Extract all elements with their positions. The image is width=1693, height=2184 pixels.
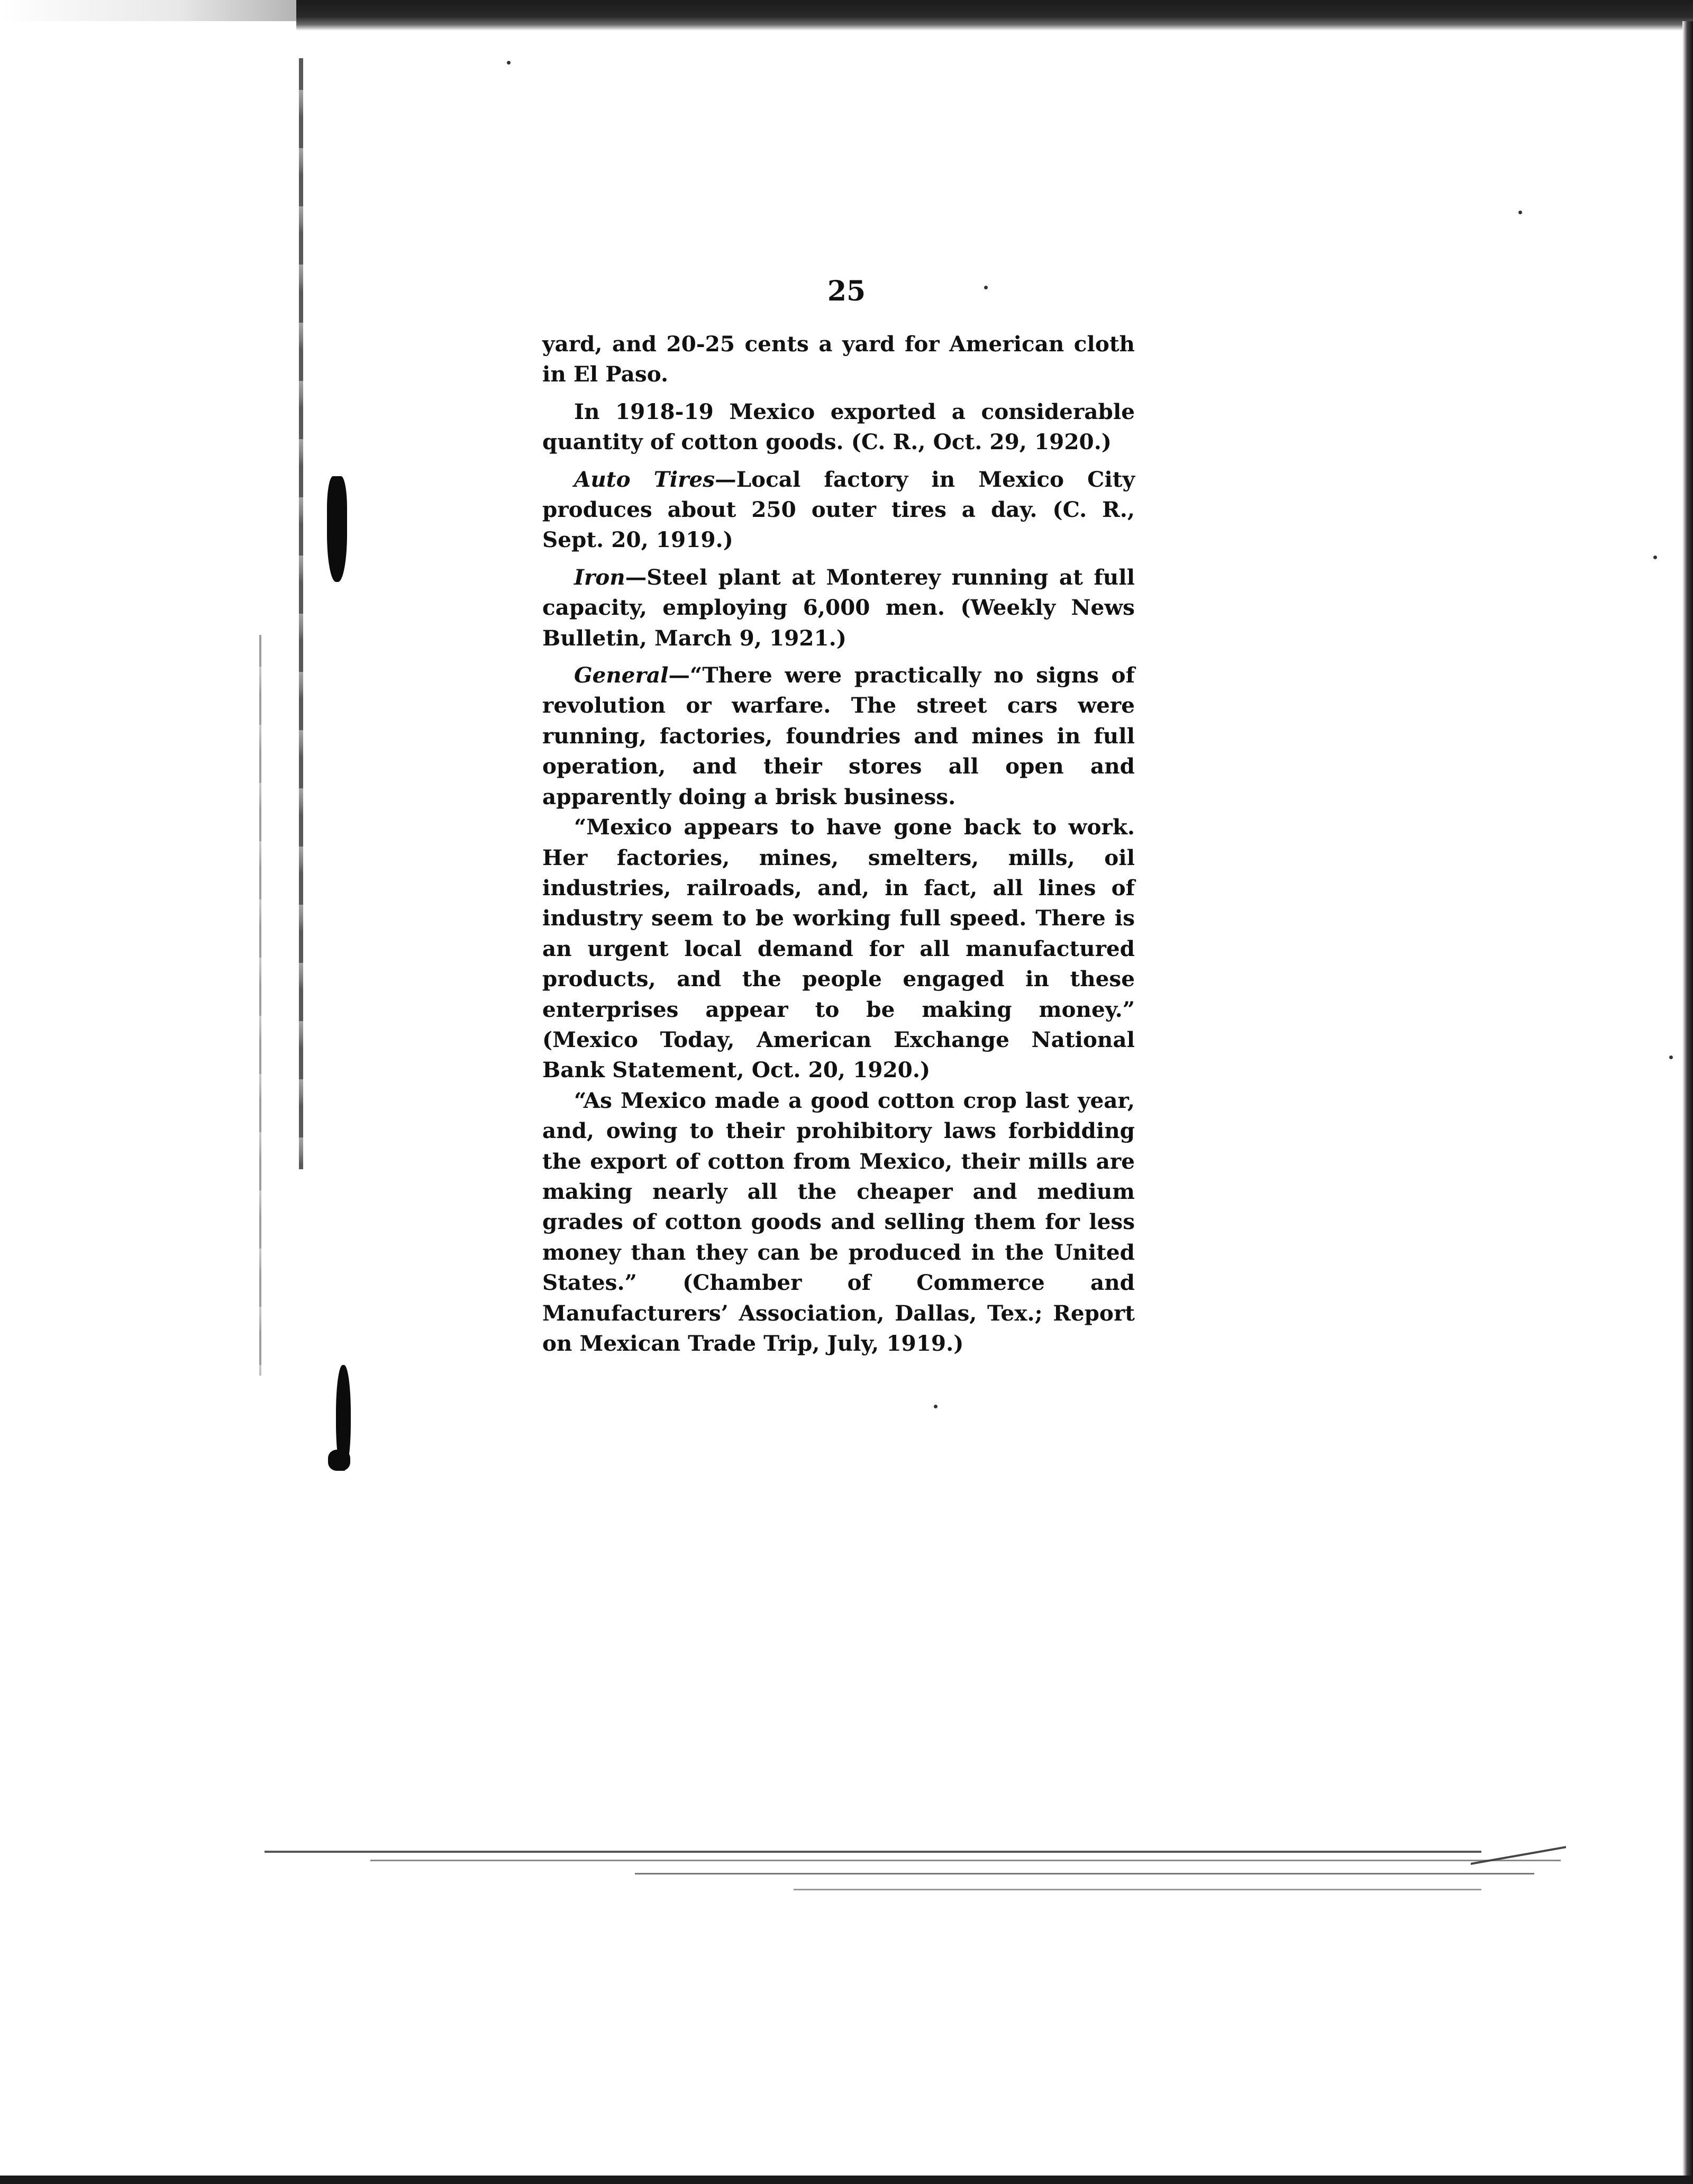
ink-blot [328, 1450, 350, 1471]
page-number: 25 [827, 275, 866, 307]
paragraph-lead: Iron [574, 564, 625, 590]
scan-streak [794, 1889, 1481, 1890]
paragraph: Auto Tires—Local factory in Mexico City produces about 250 outer tires a day. (C. R., Sept. 20, 1919.) [542, 466, 1135, 553]
speck [1669, 1055, 1673, 1059]
scan-streak [635, 1873, 1534, 1874]
paragraph: yard, and 20-25 cents a yard for American cloth in El Paso. [542, 331, 1135, 387]
scan-edge-top [296, 0, 1693, 31]
speck [1518, 211, 1522, 214]
paragraph: In 1918-19 Mexico exported a considerable quantity of cotton goods. (C. R., Oct. 29, 1920.) [542, 398, 1135, 455]
scan-edge-top-left [0, 0, 296, 21]
paragraph: General—“There were practically no signs of revolution or warfare. The street cars were running, factories, foundries and mines in full operation, and their stores all open and apparently doing a brisk business. [542, 662, 1135, 809]
speck [1653, 556, 1657, 559]
paragraph: “Mexico appears to have gone back to work. Her factories, mines, smelters, mills, oil industries, railroads, and, in fact, all lines of industry seem to be working full speed. There is an urgent local demand for all manufactured products, and the people engaged in these enterprises appear to be making money.” (Mexico Today, American Exchange National Bank Statement, Oct. 20, 1920.) [542, 814, 1135, 1083]
scan-streak [1471, 1846, 1566, 1897]
speck [507, 61, 511, 65]
ink-blot [327, 476, 347, 582]
scan-edge-bottom [0, 2176, 1693, 2184]
paragraph: “As Mexico made a good cotton crop last year, and, owing to their prohibitory laws forbidding the export of cotton from Mexico, their mills are making nearly all the cheaper and medium grades of cotton goods and selling them for less money than they can be produced in the United States.” (Chamber of Commerce and Manufacturers’ Association, Dallas, Tex.; Report on Mexican Trade Trip, July, 1919.) [542, 1087, 1135, 1356]
scan-streak [370, 1860, 1561, 1861]
paragraph-lead: Auto Tires [574, 466, 715, 492]
scan-binding-line [299, 58, 303, 1169]
body-text [542, 329, 1135, 1366]
paragraph: Iron—Steel plant at Monterey running at full capacity, employing 6,000 men. (Weekly News Bulletin, March 9, 1921.) [542, 564, 1135, 651]
speck [984, 286, 988, 289]
scan-streak [265, 1851, 1481, 1853]
speck [934, 1405, 937, 1408]
scan-edge-right [1682, 21, 1693, 2184]
scan-binding-line-faint [259, 635, 261, 1376]
paragraph-lead: General [574, 662, 669, 688]
